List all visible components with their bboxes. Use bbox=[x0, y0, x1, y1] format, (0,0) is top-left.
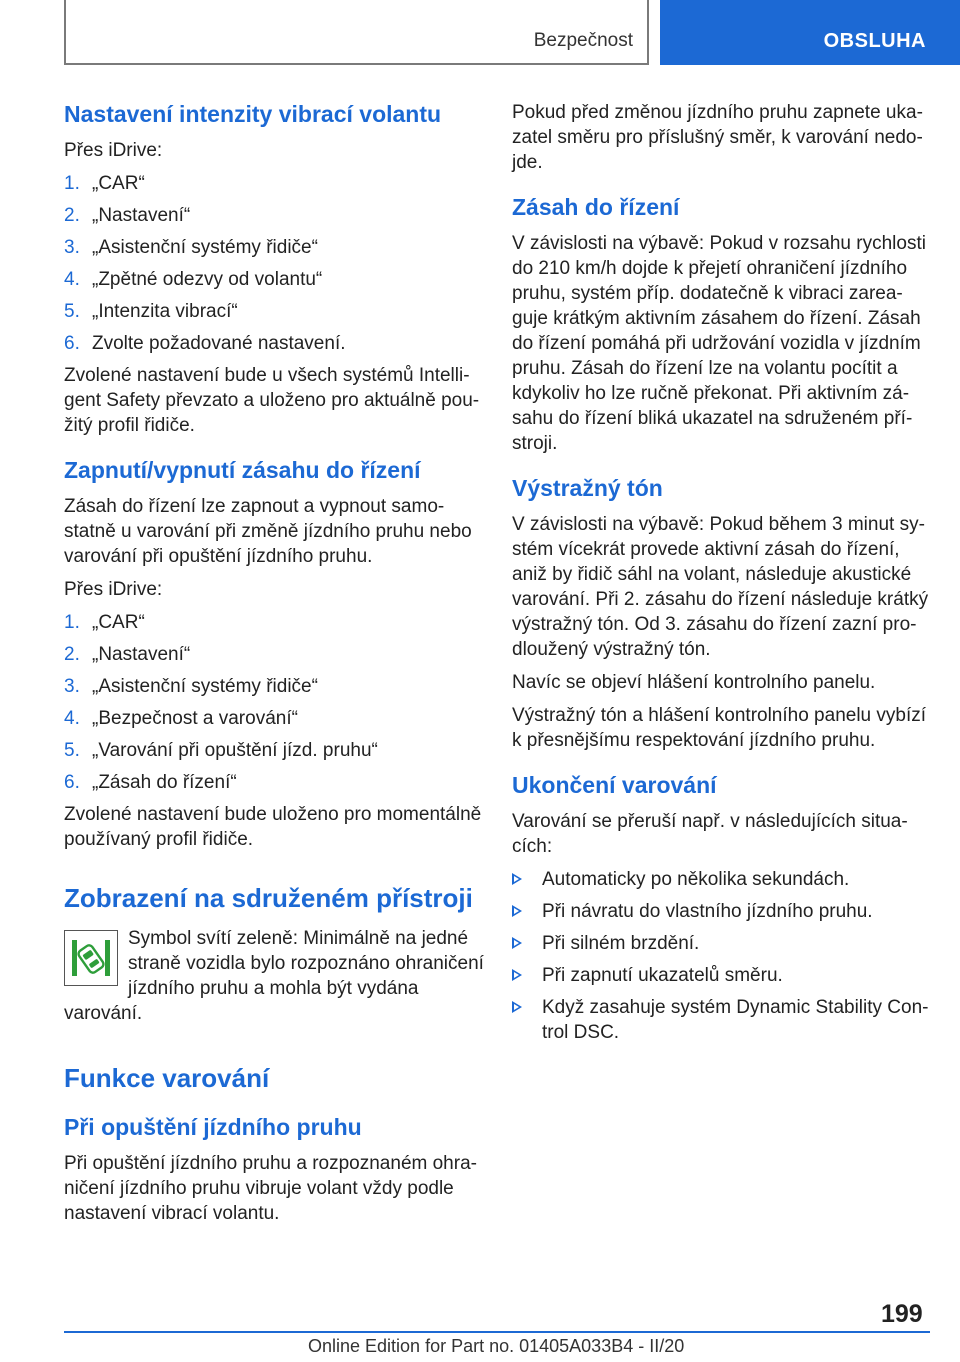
list-item: Při zapnutí ukazatelů směru. bbox=[512, 963, 932, 988]
lane-departure-warning-icon bbox=[64, 930, 118, 986]
steps-list-1 bbox=[64, 171, 484, 356]
header-section-title: Bezpečnost bbox=[533, 30, 633, 51]
step-item: 4. „Bezpečnost a varování“ bbox=[64, 707, 298, 729]
heading-warning-function: Funkce varování bbox=[64, 1062, 270, 1093]
step-item: 2. „Nastavení“ bbox=[64, 204, 191, 226]
footer-edition: Online Edition for Part no. 01405A033B4 - II/20 bbox=[308, 1336, 685, 1356]
bullet-triangle-icon bbox=[512, 1001, 522, 1013]
step-item: 5. „Varování při opuštění jízd. pruhu“ bbox=[64, 739, 378, 761]
list-item: Při návratu do vlastního jízdního pruhu. bbox=[512, 899, 932, 924]
steps-list-2 bbox=[64, 610, 484, 795]
step-item: 1. „CAR“ bbox=[64, 611, 145, 633]
header-chapter-tab bbox=[660, 0, 960, 65]
heading-steering-intervention-toggle: Zapnutí/vypnutí zásahu do řízení bbox=[64, 456, 421, 483]
symbol-description-block bbox=[64, 926, 484, 1026]
settings-note-2: Zvolené nastavení bude uloženo pro momentálně používaný profil řidiče. bbox=[64, 803, 482, 850]
left-column bbox=[64, 100, 484, 1234]
right-column bbox=[512, 100, 932, 1052]
header-chapter-title: OBSLUHA bbox=[823, 30, 926, 52]
heading-warning-end: Ukončení varování bbox=[512, 771, 717, 798]
steering-intervention-text: V závislosti na výbavě: Pokud v rozsahu rychlosti do 210 km/h dojde k přejetí ohraničení jízdního pruhu, systém příp. dodatečně k vibraci zareaguje krátkým aktivním zásahem do řízení. Zásah do řízení pomáhá při udržování vozidla v jízdním pruhu. Zásah do řízení lze na volantu pocítit a kdykoliv ho lze ručně překonat. Při aktivním zásahu do řízení bliká ukazatel na sdruženém přístroji. bbox=[512, 232, 926, 454]
heading-steering-intervention: Zásah do řízení bbox=[512, 194, 680, 220]
symbol-description: Symbol svítí zeleně: Minimálně na jedné straně vozidla bylo rozpoznáno ohraničení jízdního pruhu a mohla být vydána varování. bbox=[64, 927, 484, 1024]
page-number: 199 bbox=[881, 1300, 923, 1328]
step-item: 1. „CAR“ bbox=[64, 172, 145, 194]
warning-end-list bbox=[512, 867, 932, 1045]
idrive-intro-1: Přes iDrive: bbox=[64, 139, 163, 161]
bullet-triangle-icon bbox=[512, 969, 522, 981]
warning-end-text: Varování se přeruší např. v následujících situacích: bbox=[512, 810, 908, 857]
step-item: 6. „Zásah do řízení“ bbox=[64, 771, 237, 793]
list-item: Při silném brzdění. bbox=[512, 931, 932, 956]
turn-signal-note: Pokud před změnou jízdního pruhu zapnete ukazatel směru pro příslušný směr, k varování nedojde. bbox=[512, 102, 923, 173]
step-item: 3. „Asistenční systémy řidiče“ bbox=[64, 675, 318, 697]
warning-tone-text-1: V závislosti na výbavě: Pokud během 3 minut systém vícekrát provede aktivní zásah do řízení, aniž by řidič sáhl na volant, následuje akustické varování. Při 2. zásahu do řízení následuje krátký výstražný tón. Od 3. zásahu do řízení zazní prodloužený výstražný tón. bbox=[512, 513, 929, 660]
footer-divider bbox=[64, 1331, 930, 1333]
warning-tone-text-3: Výstražný tón a hlášení kontrolního panelu vybízí k přesnějšímu respektování jízdního pruhu. bbox=[512, 704, 927, 751]
bullet-triangle-icon bbox=[512, 873, 522, 885]
heading-warning-tone: Výstražný tón bbox=[512, 474, 663, 501]
bullet-triangle-icon bbox=[512, 937, 522, 949]
step-item: 5. „Intenzita vibrací“ bbox=[64, 300, 238, 322]
warning-tone-text-2: Navíc se objeví hlášení kontrolního panelu. bbox=[512, 671, 876, 693]
bullet-triangle-icon bbox=[512, 905, 522, 917]
step-item: 6. Zvolte požadované nastavení. bbox=[64, 332, 346, 354]
toggle-description: Zásah do řízení lze zapnout a vypnout samostatně u varování při změně jízdního pruhu nebo varování při opuštění jízdního pruhu. bbox=[64, 495, 472, 567]
idrive-intro-2: Přes iDrive: bbox=[64, 578, 163, 600]
heading-vibration-intensity: Nastavení intenzity vibrací volantu bbox=[64, 101, 442, 127]
step-item: 4. „Zpětné odezvy od volantu“ bbox=[64, 268, 323, 290]
list-item: Když zasahuje systém Dynamic Stability Control DSC. bbox=[512, 995, 932, 1045]
list-item: Automaticky po několika sekundách. bbox=[512, 867, 932, 892]
heading-lane-departure: Při opuštění jízdního pruhu bbox=[64, 1114, 362, 1141]
settings-note-1: Zvolené nastavení bude u všech systémů Intelligent Safety převzato a uloženo pro aktuálně použitý profil řidiče. bbox=[64, 364, 480, 436]
step-item: 2. „Nastavení“ bbox=[64, 643, 191, 665]
lane-departure-text: Při opuštění jízdního pruhu a rozpoznaném ohraničení jízdního pruhu vibruje volant vždy podle nastavení vibrací volantu. bbox=[64, 1153, 477, 1225]
heading-instrument-cluster-display: Zobrazení na sdruženém přístroji bbox=[64, 882, 473, 913]
header-section-box bbox=[64, 0, 649, 65]
step-item: 3. „Asistenční systémy řidiče“ bbox=[64, 236, 318, 258]
